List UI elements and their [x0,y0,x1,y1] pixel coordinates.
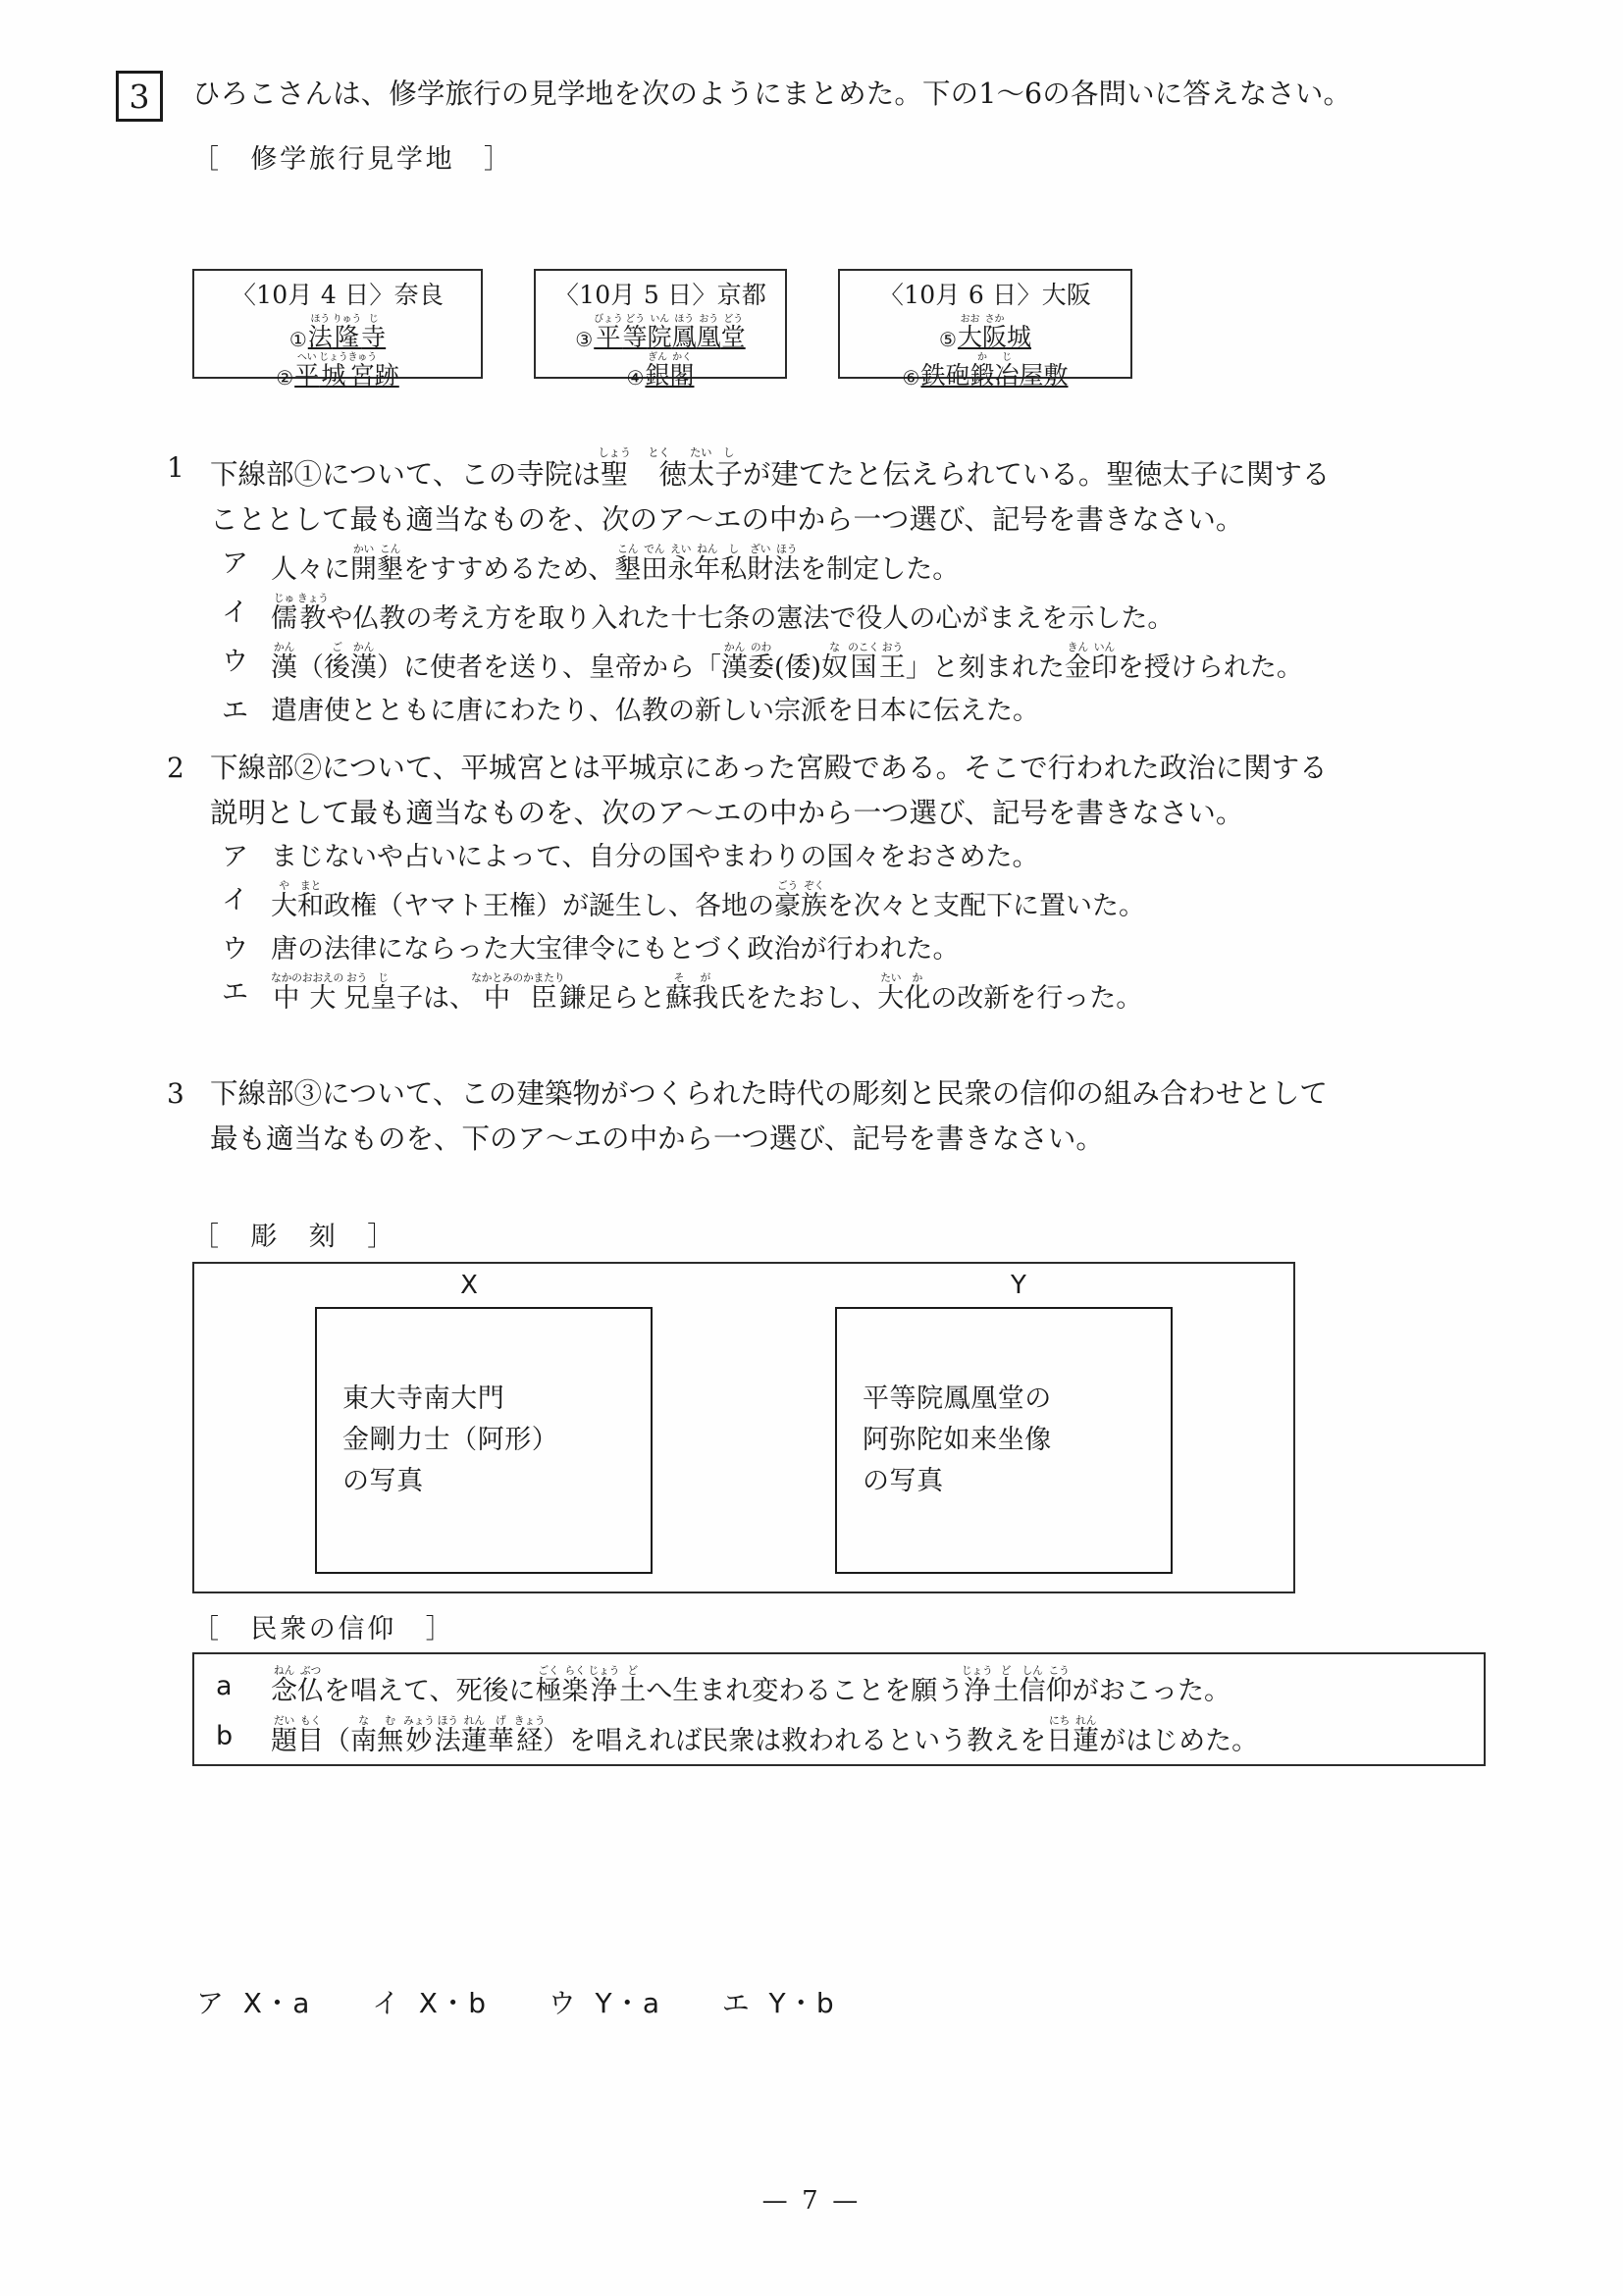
belief-text: 念ねん仏ぶつを唱えて、死後に極ごく楽らく浄じょう土どへ生まれ変わることを願う浄じょう土ど信しん仰こうがおこった。 [271,1664,1231,1706]
item-circle-number: ④ [626,366,645,390]
question-2-choice-d [167,971,1501,1020]
trip-box-items [208,314,467,391]
trip-box-items [550,314,771,391]
question-1 [167,445,1501,733]
final-choice-mark: ア [196,1987,226,2019]
item-circle-number: ⑥ [902,366,920,390]
choice-text: 中なかの大おおえの兄おう皇じ子は、中なかとみの臣かまたり鎌足らと蘇そ我が氏をたおし、大たい化かの改新を行った。 [271,971,1143,1014]
item-circle-number: ③ [575,328,594,351]
item-name: 鉄砲鍛か冶じ屋敷 [920,352,1069,390]
sculpture-photo-row [194,1307,1293,1574]
trip-item [276,352,399,391]
trip-section-label: ［ 修学旅行見学地 ］ [192,144,513,175]
item-circle-number: ⑤ [939,328,957,351]
belief-row-b [216,1714,1484,1764]
question-3-text: 下線部③について、この建築物がつくられた時代の彫刻と民衆の信仰の組み合わせとして [210,1077,1328,1110]
trip-item [575,314,745,352]
photo-caption-line: 平等院鳳凰堂の [863,1383,1052,1414]
trip-item [939,314,1031,352]
final-choice-value: X・b [418,1987,488,2019]
choice-mark: エ [222,977,248,1008]
trip-boxes-row [192,269,1132,390]
question-3-number: 3 [167,1077,184,1110]
question-3 [167,1071,1501,1162]
choice-mark: ア [222,548,248,579]
final-choice-mark: イ [372,1987,401,2019]
final-choice-a [196,1982,311,2021]
question-2 [167,746,1501,1020]
question-number-badge: 3 [116,71,163,122]
final-choice-mark: ウ [548,1987,578,2019]
question-2-choice-c [167,928,1501,971]
photo-placeholder-x [315,1307,653,1574]
sculpture-column-x-header: X [460,1271,478,1300]
choice-mark: ウ [222,647,248,677]
choice-text: 儒じゅ教きょうや仏教の考え方を取り入れた十七条の憲法で役人の心がまえを示した。 [271,592,1175,634]
trip-item [627,352,695,391]
trip-item [289,314,386,352]
belief-section-label: ［ 民衆の信仰 ］ [192,1614,455,1644]
question-3-line-2: 最も適当なものを、下のア～エの中から一つ選び、記号を書きなさい。 [210,1122,1104,1155]
final-choice-mark: エ [721,1987,752,2019]
choice-mark: エ [222,696,248,726]
question-1-choice-d [167,690,1501,733]
belief-row-a [216,1664,1484,1714]
choice-mark: ウ [222,934,248,965]
question-3-final-choices [196,1982,896,2021]
question-2-choice-a [167,836,1501,879]
sculpture-frame [192,1262,1295,1593]
question-1-choice-c [167,641,1501,690]
question-3-line-1 [167,1071,1501,1117]
photo-placeholder-y [835,1307,1173,1574]
final-choice-value: X・a [242,1987,312,2019]
item-name: 平へい城じょう宮きゅう跡 [294,352,399,390]
choice-mark: ア [222,842,248,872]
trip-box-items [854,314,1117,391]
photo-caption-line: 阿弥陀如来坐像 [863,1425,1052,1455]
trip-box-osaka [838,269,1132,390]
question-2-choice-b [167,879,1501,928]
question-2-text: 下線部②について、平城宮とは平城京にあった宮殿である。そこで行われた政治に関する [210,752,1328,784]
question-1-line-1 [167,445,1501,497]
item-name: 銀ぎん閣かく [645,352,695,390]
page-footer: — 7 — [761,2186,862,2216]
sculpture-column-y-header: Y [1011,1271,1026,1300]
trip-box-title: 〈10月 6 日〉大阪 [878,281,1092,309]
item-circle-number: ① [288,328,307,351]
item-circle-number: ② [276,366,294,390]
final-choice-b [372,1982,488,2021]
belief-mark: b [216,1721,234,1751]
item-name: 平びょう等どう院いん鳳ほう凰おう堂どう [594,314,746,351]
trip-box-title: 〈10月 4 日〉奈良 [231,281,445,309]
sculpture-column-headers [194,1264,1293,1307]
photo-caption-line: 金剛力士（阿形） [342,1425,559,1455]
photo-caption-line: の写真 [342,1466,424,1496]
lead-instruction: ひろこさんは、修学旅行の見学地を次のようにまとめた。下の1～6の各問いに答えなさい。 [192,78,1352,110]
choice-text: 人々に開かい墾こんをすすめるため、墾こん田でん永えい年ねん私し財ざい法ほうを制定した。 [271,543,960,585]
trip-box-title: 〈10月 5 日〉京都 [553,281,767,309]
final-choice-value: Y・b [768,1987,836,2019]
final-choice-c [549,1982,661,2021]
question-2-line-1 [167,746,1501,791]
sculpture-section-label: ［ 彫 刻 ］ [192,1222,396,1252]
trip-item [903,352,1069,391]
trip-box-nara [192,269,483,390]
photo-caption-line: の写真 [863,1466,944,1496]
belief-mark: a [216,1671,233,1701]
question-1-choice-a [167,543,1501,592]
choice-text: 大や和まと政権（ヤマト王権）が誕生し、各地の豪ごう族ぞくを次々と支配下に置いた。 [271,879,1145,921]
final-choice-d [722,1982,836,2021]
question-1-number: 1 [167,451,184,484]
trip-box-kyoto [534,269,787,390]
photo-caption-line: 東大寺南大門 [342,1383,505,1414]
item-name: 法ほう隆りゅう寺じ [307,314,387,351]
choice-mark: イ [222,598,248,628]
choice-text: まじないや占いによって、自分の国やまわりの国々をおさめた。 [271,842,1039,872]
choice-text: 唐の法律にならった大宝律令にもとづく政治が行われた。 [271,934,960,965]
question-2-number: 2 [167,752,184,784]
question-1-line-2: こととして最も適当なものを、次のア～エの中から一つ選び、記号を書きなさい。 [210,503,1244,536]
choice-text: 漢かん（後ご漢かん）に使者を送り、皇帝から「漢かん委のわ(倭)奴な国のこく王おう」と刻まれた金きん印いんを授けられた。 [271,641,1303,683]
final-choice-value: Y・a [595,1987,661,2019]
question-1-choice-b [167,592,1501,641]
choice-text: 遣唐使とともに唐にわたり、仏教の新しい宗派を日本に伝えた。 [271,696,1039,726]
question-2-line-2: 説明として最も適当なものを、次のア～エの中から一つ選び、記号を書きなさい。 [210,797,1244,829]
choice-mark: イ [222,885,248,915]
item-name: 大おお阪さか城 [957,314,1031,351]
belief-frame [192,1652,1486,1766]
question-1-text: 下線部①について、この寺院は聖しょう 徳とく太たい子しが建てたと伝えられている。聖徳太子に関する [210,445,1331,491]
belief-text: 題だい目もく（南な無む妙みょう法ほう蓮れん華げ経きょう）を唱えれば民衆は救われるという教えを日にち蓮れんがはじめた。 [271,1714,1259,1756]
